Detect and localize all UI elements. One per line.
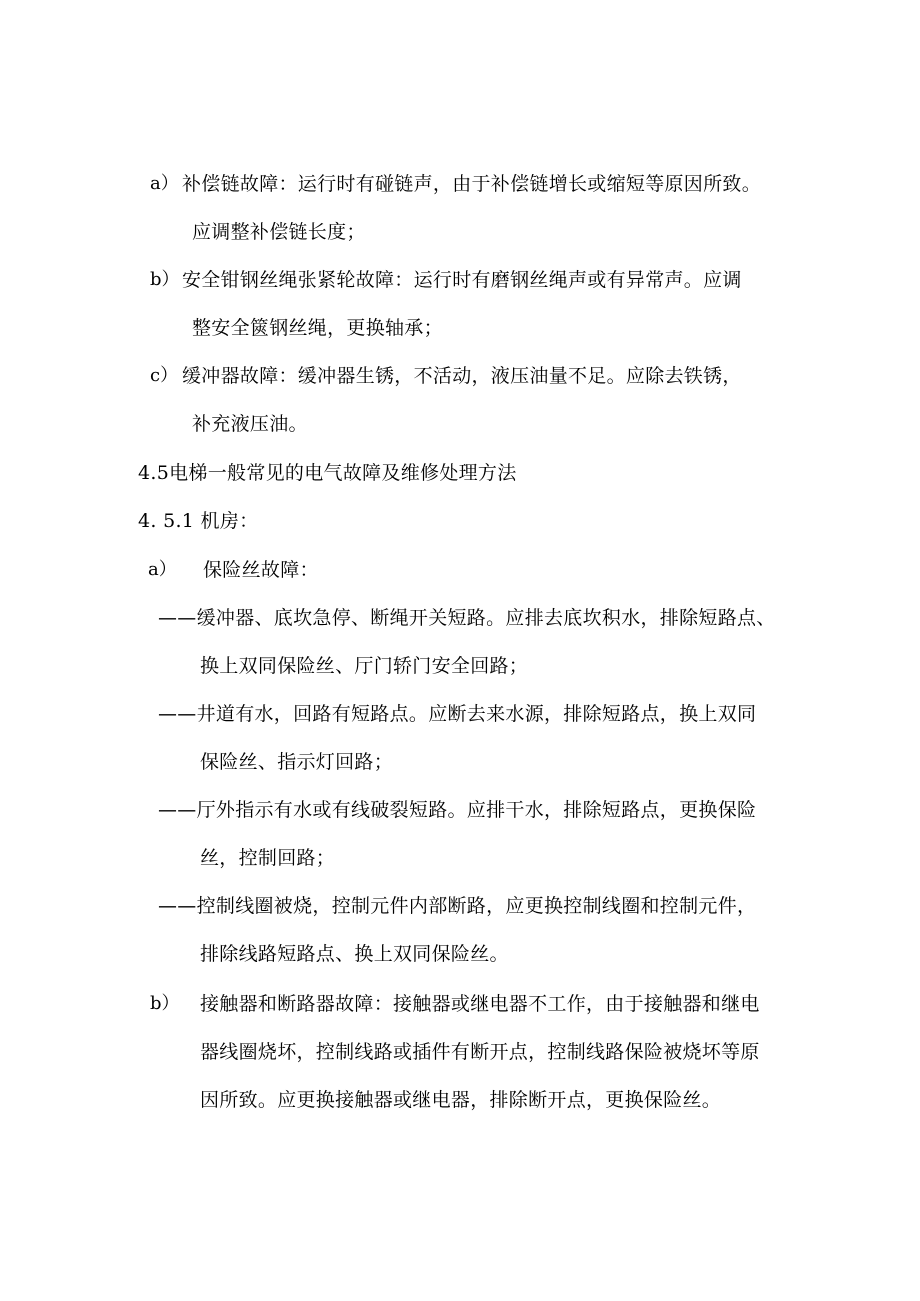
item-a-line2: 应调整补偿链长度； <box>192 221 366 243</box>
elec-a-item3-line2: 丝，控制回路； <box>200 847 336 869</box>
item-c-marker: c） <box>150 365 179 386</box>
section-4-5-1-number: 4. 5.1 <box>138 510 195 532</box>
elec-a-title: 保险丝故障： <box>203 559 319 581</box>
item-a-marker: a） <box>150 173 179 194</box>
elec-b-line3: 因所致。应更换接触器或继电器，排除断开点，更换保险丝。 <box>200 1089 722 1111</box>
elec-a-marker: a） <box>148 559 177 580</box>
elec-b-line2: 器线圈烧坏，控制线路或插件有断开点，控制线路保险被烧坏等原 <box>200 1041 760 1063</box>
section-4-5-1-title: 机房： <box>200 510 259 532</box>
item-b-line1: 安全钳钢丝绳张紧轮故障：运行时有磨钢丝绳声或有异常声。应调 <box>182 269 742 291</box>
section-4-5-number: 4.5 <box>138 462 170 484</box>
section-4-5-1-heading <box>138 509 258 533</box>
elec-a-item2-line1: ——井道有水，回路有短路点。应断去来水源，排除短路点，换上双同 <box>158 703 757 725</box>
item-b-marker: b） <box>150 269 180 290</box>
elec-a-item2-line2: 保险丝、指示灯回路； <box>200 751 394 773</box>
elec-b-marker: b） <box>150 993 180 1014</box>
item-b-line2: 整安全篋钢丝绳，更换轴承； <box>192 317 443 339</box>
item-a-line1: 补偿链故障：运行时有碰链声，由于补偿链增长或缩短等原因所致。 <box>182 173 762 195</box>
section-4-5-heading <box>138 461 517 485</box>
elec-a-item1-line2: 换上双同保险丝、厅门轿门安全回路； <box>200 655 529 677</box>
elec-a-item4-line1: ——控制线圈被烧，控制元件内部断路，应更换控制线圈和控制元件， <box>158 895 757 917</box>
elec-b-line1: 接触器和断路器故障：接触器或继电器不工作，由于接触器和继电 <box>200 993 760 1015</box>
item-c-line1: 缓冲器故障：缓冲器生锈，不活动，液压油量不足。应除去铁锈， <box>182 365 742 387</box>
section-4-5-title: 电梯一般常见的电气故障及维修处理方法 <box>169 462 517 484</box>
elec-a-item1-line1: ——缓冲器、底坎急停、断绳开关短路。应排去底坎积水，排除短路点、 <box>158 607 776 629</box>
item-c-line2: 补充液压油。 <box>192 413 308 435</box>
elec-a-item4-line2: 排除线路短路点、换上双同保险丝。 <box>200 943 509 965</box>
elec-a-item3-line1: ——厅外指示有水或有线破裂短路。应排干水，排除短路点，更换保险 <box>158 799 757 821</box>
